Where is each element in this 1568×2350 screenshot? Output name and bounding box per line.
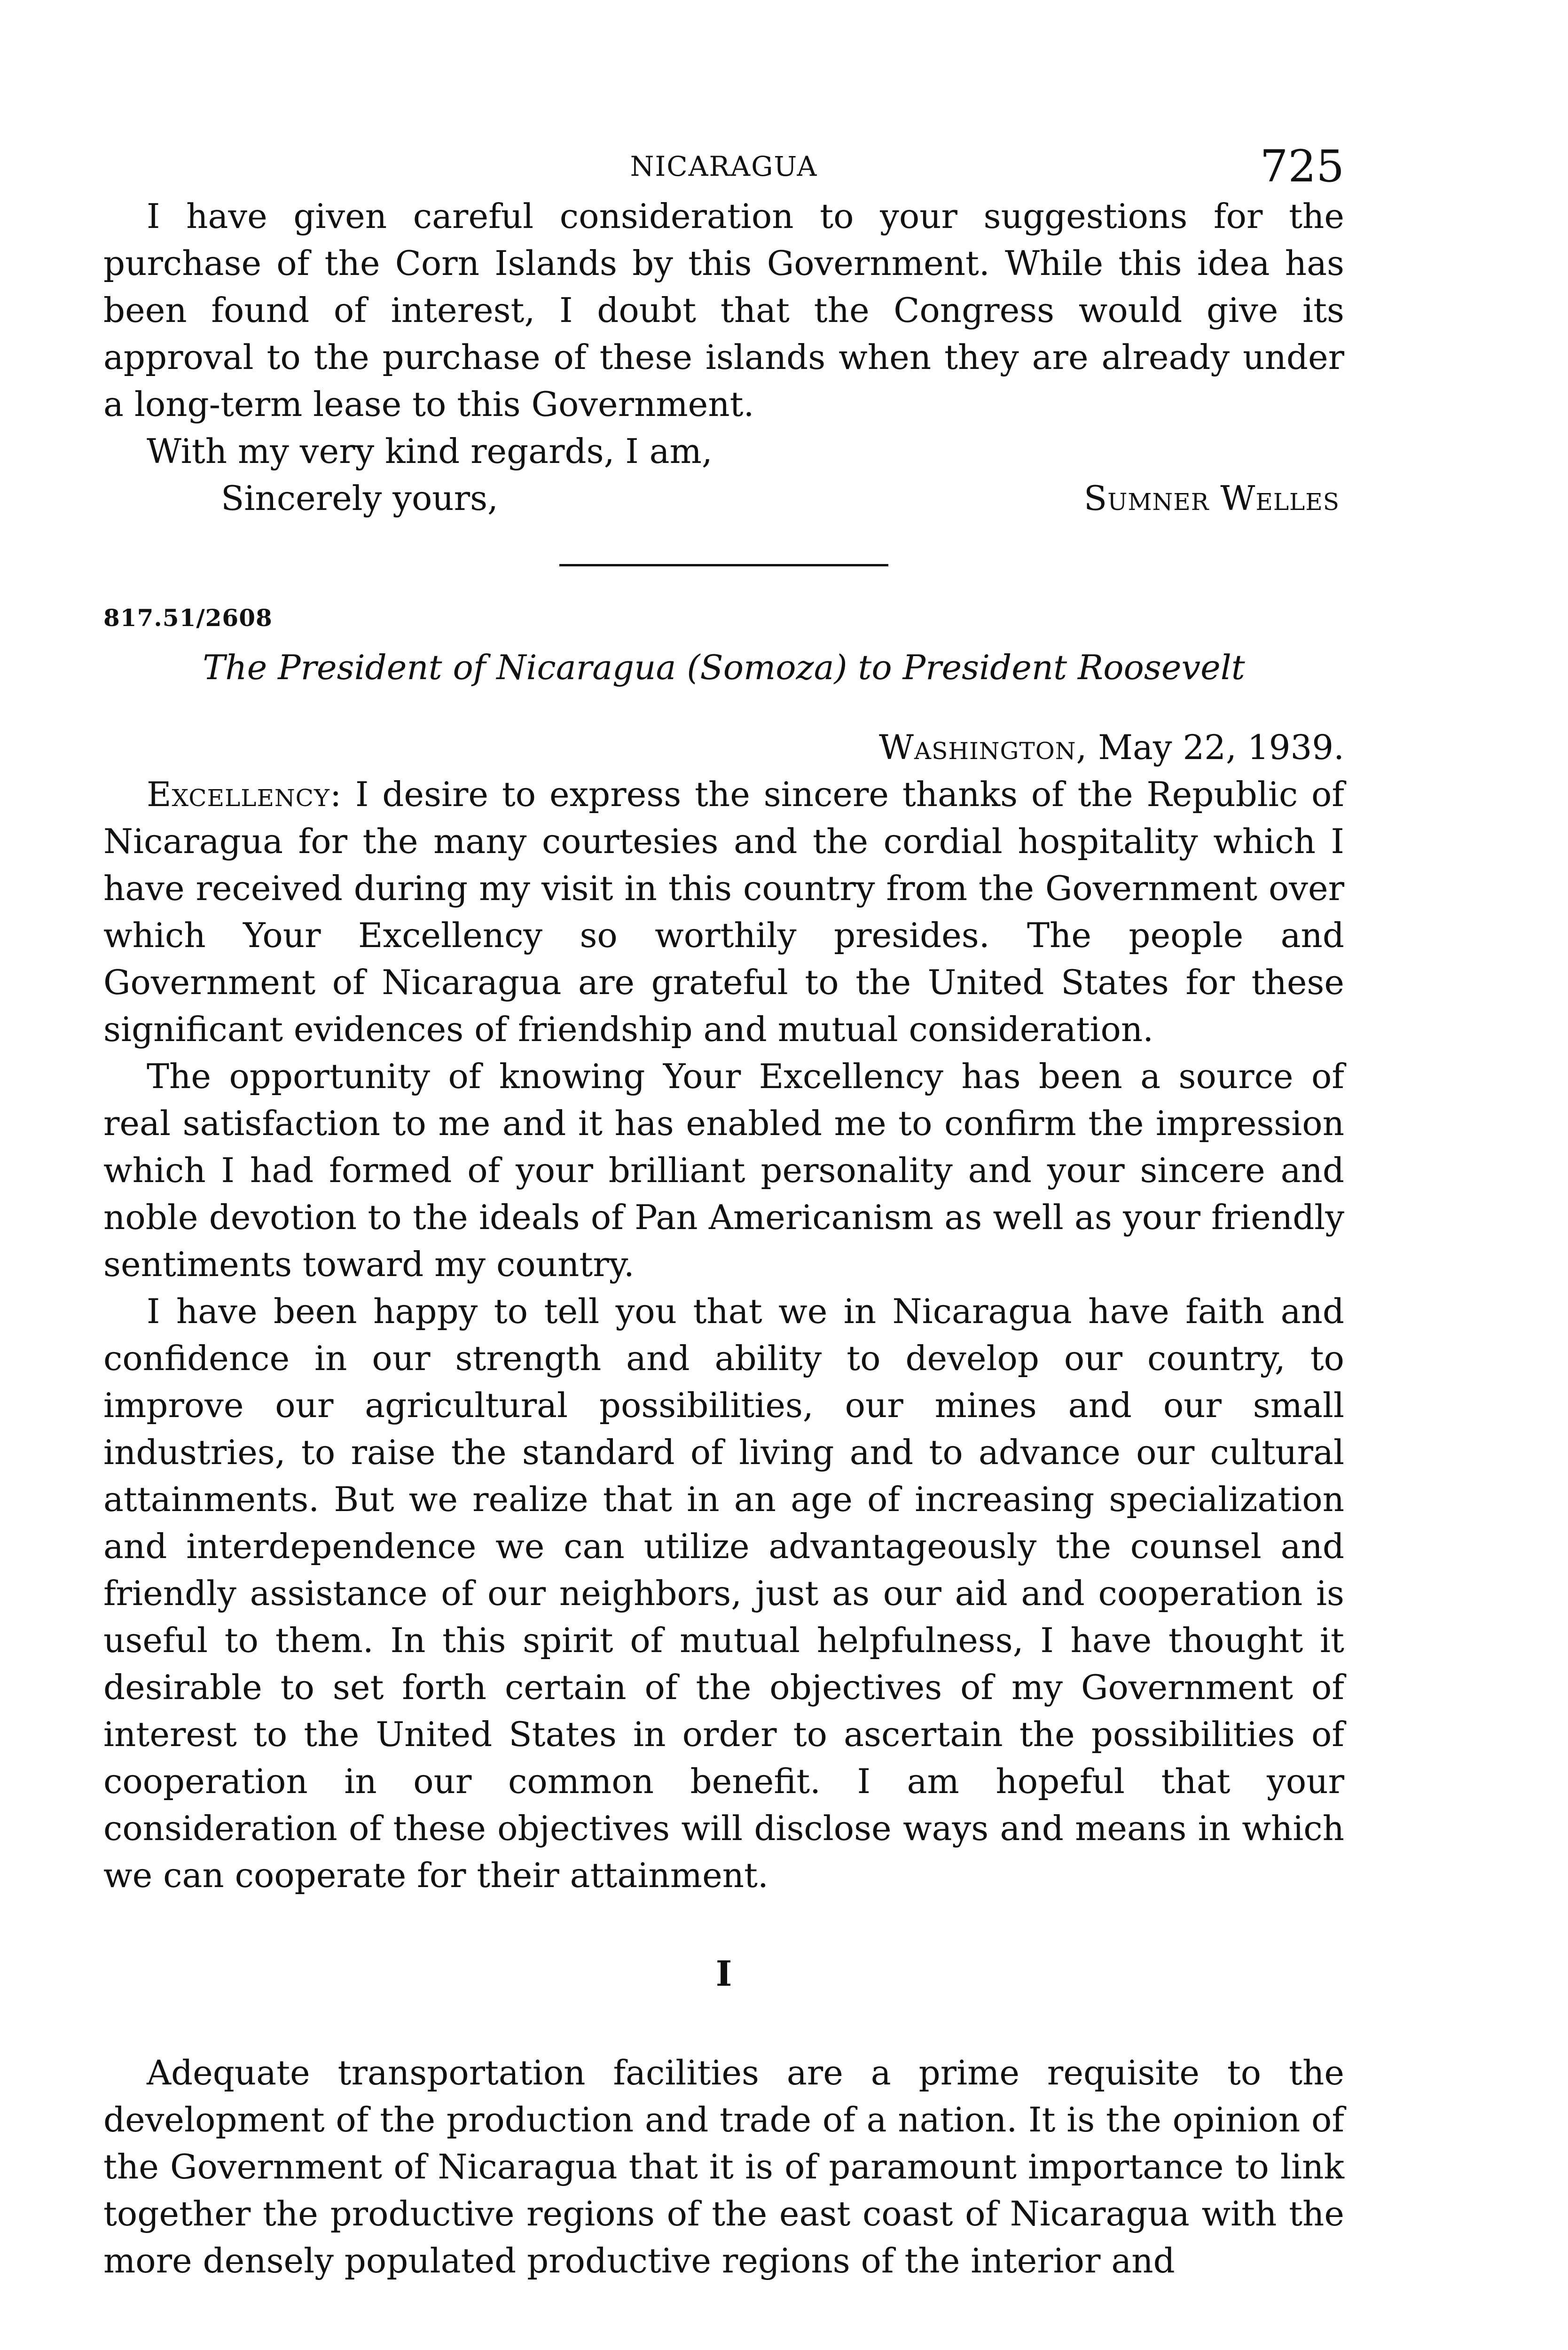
running-title: NICARAGUA — [630, 150, 818, 182]
letter1-closing: With my very kind regards, I am, — [147, 431, 713, 471]
complimentary-close: Sincerely yours, — [221, 478, 498, 518]
file-number: 817.51/2608 — [103, 604, 273, 632]
document-title: The President of Nicaragua (Somoza) to President Roosevelt — [203, 648, 1245, 687]
dateline-date: May 22, 1939. — [1098, 728, 1344, 767]
letter2-paragraph-2: The opportunity of knowing Your Excellency has been a source of real satisfaction to me and it has enabled me to confirm the impression which I had formed of your brilliant personality and your sincere and noble devotion to the ideals of Pan Americanism as well as your friendly sentiments toward my country. — [103, 1057, 1344, 1284]
page-number: 725 — [1260, 141, 1344, 192]
letter1-paragraph: I have given careful consideration to your suggestions for the purchase of the Corn Islands by this Government. While this idea has been found of interest, I doubt that the Congress would give its approval to the purchase of these islands when they are already under a long-term lease to this Government. — [103, 196, 1344, 424]
letter2-paragraph-1 — [103, 771, 1344, 1053]
signature-block — [103, 475, 1344, 522]
dateline — [103, 724, 1344, 771]
section-numeral: I — [715, 1954, 732, 1994]
running-header — [103, 141, 1344, 193]
signature-name: Sumner Welles — [1083, 478, 1340, 518]
section-divider-rule — [559, 564, 888, 566]
letter2-paragraph-3: I have been happy to tell you that we in Nicaragua have faith and confidence in our strength and ability to develop our country, to improve our agricultural possibilities, our mines and our small industries, to raise the standard of living and to advance our cultural attainments. But we realize that in an age of increasing specialization and interdependence we can utilize advantageously the counsel and friendly assistance of our neighbors, just as our aid and cooperation is useful to them. In this spirit of mutual helpfulness, I have thought it desirable to set forth certain of the objectives of my Government of interest to the United States in order to ascertain the possibilities of cooperation in our common benefit. I am hopeful that your consideration of these objectives will disclose ways and means in which we can cooperate for their attainment. — [103, 1292, 1344, 1895]
salutation: Excellency: — [147, 775, 342, 814]
document-page — [103, 141, 1344, 2284]
letter2-paragraph-1-text: I desire to express the sincere thanks of the Republic of Nicaragua for the many courtesies and the cordial hospitality which I have received during my visit in this country from the Government over which Your Excellency so worthily presides. The people and Government of Nicaragua are grateful to the United States for these significant evidences of friendship and mutual consideration. — [103, 775, 1344, 1049]
dateline-place: Washington, — [878, 728, 1088, 767]
section1-paragraph-1: Adequate transportation facilities are a prime requisite to the development of the production and trade of a nation. It is the opinion of the Government of Nicaragua that it is of paramount importance to link together the productive regions of the east coast of Nicaragua with the more densely populated productive regions of the interior and — [103, 2053, 1344, 2280]
